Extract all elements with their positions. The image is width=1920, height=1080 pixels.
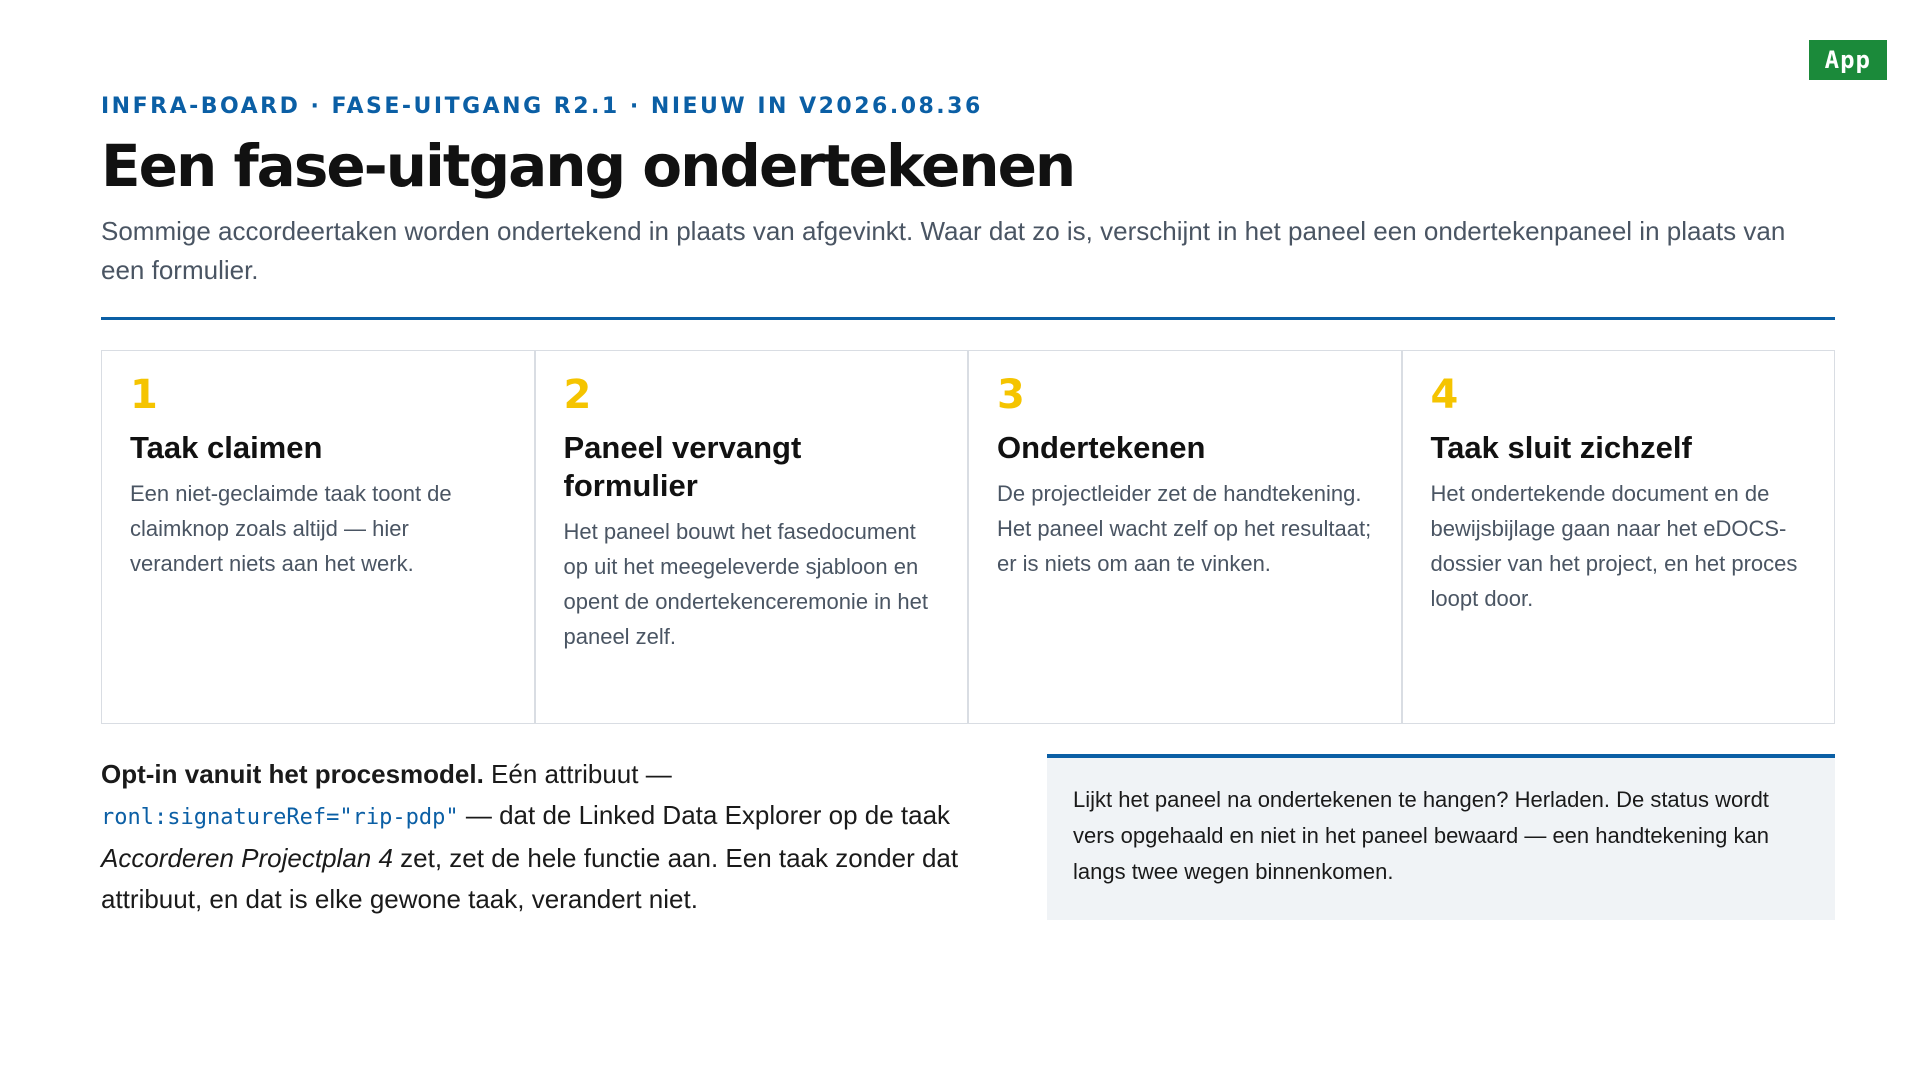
task-name: Accorderen Projectplan 4: [101, 842, 393, 873]
step-title: Paneel vervangt formulier: [563, 429, 802, 503]
step-title: Taak sluit zichzelf: [1430, 429, 1692, 465]
bottom-section: [101, 754, 1835, 920]
optin-lead: Opt-in vanuit het procesmodel.: [101, 758, 484, 789]
main-content: [101, 94, 1835, 920]
step-number: 3: [997, 371, 1025, 418]
step-number: 2: [563, 371, 592, 418]
step-card-1: [102, 351, 536, 723]
divider: [101, 317, 1835, 320]
step-title: Ondertekenen: [997, 429, 1206, 465]
step-card-2: [536, 351, 970, 723]
step-text: Het ondertekende document en de bewijsbijlage gaan naar het eDOCS-dossier van het project, en het proces loopt door.: [1430, 480, 1798, 611]
optin-text: Eén attribuut —: [483, 758, 672, 789]
page-title: Een fase-uitgang ondertekenen: [101, 132, 1075, 200]
step-text: Het paneel bouwt het fasedocument op uit het meegeleverde sjabloon en opent de ondertekenceremonie in het paneel zelf.: [563, 518, 928, 649]
step-text: De projectleider zet de handtekening. Het paneel wacht zelf op het resultaat; er is niets om aan te vinken.: [997, 480, 1372, 576]
step-number: 4: [1430, 371, 1459, 418]
step-number: 1: [130, 371, 158, 418]
optin-text: — dat de Linked Data Explorer op de taak: [458, 799, 951, 830]
attribute-code: ronl:signatureRef="rip-pdp": [101, 804, 459, 830]
step-card-3: [969, 351, 1403, 723]
optin-text: zet, zet de hele functie aan. Een taak zonder dat attribuut, en dat is elke gewone taak, verandert niet.: [101, 842, 959, 914]
app-badge: App: [1809, 40, 1887, 80]
tip-callout: Lijkt het paneel na ondertekenen te hangen? Herladen. De status wordt vers opgehaald en niet in het paneel bewaard — een handtekening kan langs twee wegen binnenkomen.: [1047, 754, 1835, 920]
lead-paragraph: Sommige accordeertaken worden ondertekend in plaats van afgevinkt. Waar dat zo is, verschijnt in het paneel een ondertekenpaneel in plaats van een formulier.: [101, 215, 1786, 285]
optin-paragraph: [101, 754, 981, 920]
step-card-4: [1403, 351, 1835, 723]
eyebrow-label: INFRA-BOARD · FASE-UITGANG R2.1 · NIEUW IN V2026.08.36: [101, 94, 983, 119]
steps-grid: [101, 350, 1835, 724]
step-text: Een niet-geclaimde taak toont de claimknop zoals altijd — hier verandert niets aan het werk.: [130, 480, 452, 576]
step-title: Taak claimen: [130, 429, 323, 465]
